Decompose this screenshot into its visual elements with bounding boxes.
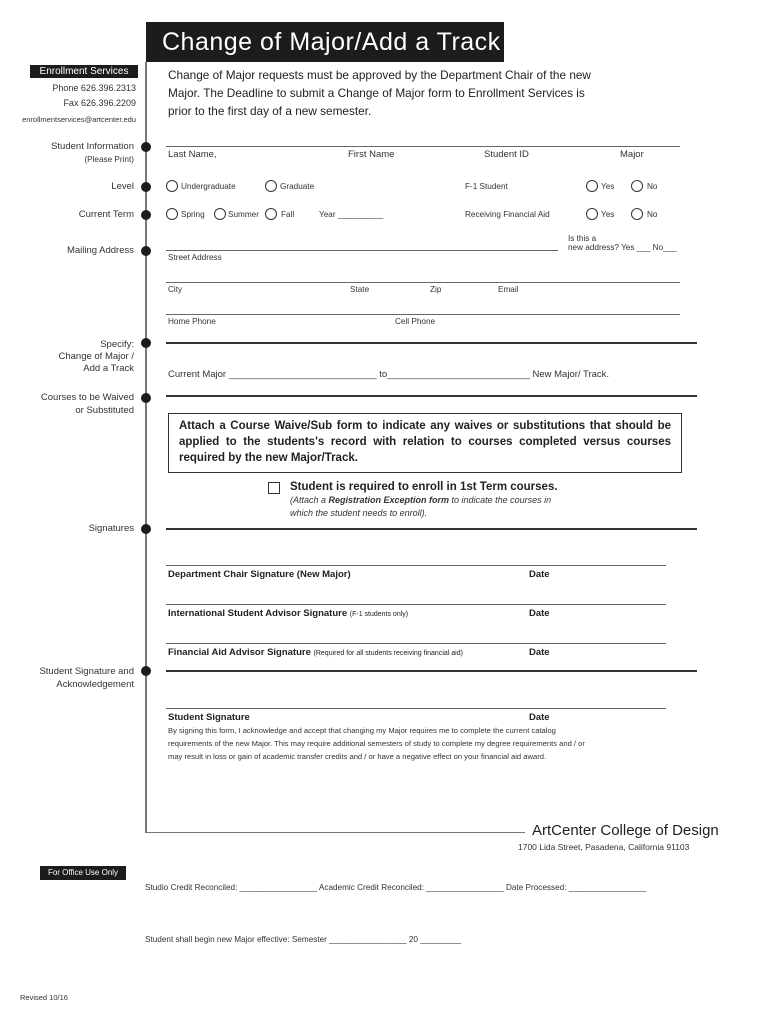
timeline-dot [141,524,151,534]
finaid-signature-label: Financial Aid Advisor Signature (Required for all students receiving financial aid) [168,647,463,658]
email-label: Email [498,285,519,294]
summer-radio[interactable] [214,208,226,220]
college-address: 1700 Lida Street, Pasadena, California 91103 [518,842,690,852]
name-line[interactable] [166,146,680,147]
enroll-label: Student is required to enroll in 1st Term courses. [290,481,558,493]
office-use-heading: For Office Use Only [40,866,126,880]
finaid-date-label: Date [529,647,550,658]
enroll-checkbox[interactable] [268,482,280,494]
year-field[interactable]: Year __________ [319,210,384,219]
enroll-note: (Attach a Registration Exception form to indicate the courses in [290,495,552,505]
student-signature-label: Student Signature [168,712,250,723]
intro-text: Change of Major requests must be approved by the Department Chair of the new Major. The Deadline to submit a Change of Major form to Enrollment Services is prior to the first day of a new semester. [168,68,591,118]
enroll-note-line2: which the student needs to enroll). [290,508,428,518]
timeline-dot [141,393,151,403]
street-address-line[interactable] [166,250,558,251]
graduate-label: Graduate [280,182,315,191]
new-address-answer[interactable]: new address? Yes ___ No___ [568,243,677,252]
graduate-radio[interactable] [265,180,277,192]
timeline-dot [141,338,151,348]
aid-yes-radio[interactable] [586,208,598,220]
chair-date-label: Date [529,569,550,580]
fall-label: Fall [281,210,295,219]
aid-yes-label: Yes [601,210,615,219]
f1-yes-radio[interactable] [586,180,598,192]
acknowledgement-label: Acknowledgement [56,679,134,690]
revision-label: Revised 10/16 [20,993,68,1002]
intl-signature-line[interactable] [166,604,666,605]
street-address-label: Street Address [168,253,222,262]
page-title: Change of Major/Add a Track [146,22,504,62]
acknowledgement-line-1: By signing this form, I acknowledge and accept that changing my Major requires me to complete the current catalog [168,726,556,735]
aid-no-label: No [647,210,658,219]
attach-notice-box: Attach a Course Waive/Sub form to indicate any waives or substitutions that should be applied to the students's record with relation to courses completed versus courses required by the new Major/Track. [168,413,682,473]
chair-signature-line[interactable] [166,565,666,566]
add-track-label: Add a Track [83,363,134,374]
home-phone-label: Home Phone [168,317,216,326]
chair-signature-label: Department Chair Signature (New Major) [168,569,351,580]
please-print-label: (Please Print) [84,155,134,164]
last-name-label: Last Name, [168,149,217,160]
current-major-field[interactable]: Current Major ____________________________ to___________________________ New Major/ Track. [168,369,610,380]
receiving-aid-label: Receiving Financial Aid [465,210,550,219]
summer-label: Summer [228,210,259,219]
change-of-major-label: Change of Major / [58,351,134,362]
office-reconciled-fields[interactable]: Studio Credit Reconciled: _________________ Academic Credit Reconciled: _________________ Date Processed: _________________ [145,883,647,892]
timeline-dot [141,182,151,192]
zip-label: Zip [430,285,442,294]
timeline-dot [141,142,151,152]
phone-line[interactable] [166,314,680,315]
acknowledgement-line-3: may result in loss or gain of academic transfer credits and / or have a negative effect on your financial aid award. [168,752,547,761]
or-substituted-label: or Substituted [75,405,134,416]
enrollment-services-heading: Enrollment Services [30,65,138,78]
student-signature-ack-label: Student Signature and [39,666,134,677]
section-divider [166,342,697,344]
section-divider [166,528,697,530]
state-label: State [350,285,370,294]
undergraduate-radio[interactable] [166,180,178,192]
mailing-address-label: Mailing Address [66,245,134,256]
intl-date-label: Date [529,608,550,619]
current-term-label: Current Term [78,209,134,220]
finaid-signature-line[interactable] [166,643,666,644]
spring-label: Spring [181,210,205,219]
office-effective-fields[interactable]: Student shall begin new Major effective: Semester _________________ 20 _________ [145,935,462,944]
timeline-dot [141,666,151,676]
timeline-dot [141,246,151,256]
city-label: City [168,285,183,294]
aid-no-radio[interactable] [631,208,643,220]
section-divider [166,395,697,397]
acknowledgement-line-2: requirements of the new Major. This may require additional semesters of study to complete my degree requirements and / or [168,739,585,748]
specify-label: Specify: [100,339,134,350]
undergraduate-label: Undergraduate [181,182,236,191]
f1-no-label: No [647,182,658,191]
timeline-line [145,62,147,833]
f1-yes-label: Yes [601,182,615,191]
new-address-question: Is this a [568,234,597,243]
intl-signature-label: International Student Advisor Signature (F-1 students only) [168,608,409,619]
footer-line [145,832,525,833]
fax-text: Fax 626.396.2209 [63,98,136,108]
first-name-label: First Name [348,149,395,160]
major-label: Major [620,149,644,160]
f1-student-label: F-1 Student [465,182,508,191]
spring-radio[interactable] [166,208,178,220]
student-date-label: Date [529,712,550,723]
signatures-label: Signatures [88,523,134,534]
email-text: enrollmentservices@artcenter.edu [22,115,136,124]
section-divider [166,670,697,672]
f1-no-radio[interactable] [631,180,643,192]
city-line[interactable] [166,282,680,283]
timeline-dot [141,210,151,220]
student-information-label: Student Information [51,141,134,152]
cell-phone-label: Cell Phone [395,317,436,326]
student-signature-line[interactable] [166,708,666,709]
student-id-label: Student ID [484,149,529,160]
courses-waived-label: Courses to be Waived [40,392,134,403]
phone-text: Phone 626.396.2313 [52,83,136,93]
level-label: Level [111,181,134,192]
college-name: ArtCenter College of Design [532,822,719,839]
fall-radio[interactable] [265,208,277,220]
